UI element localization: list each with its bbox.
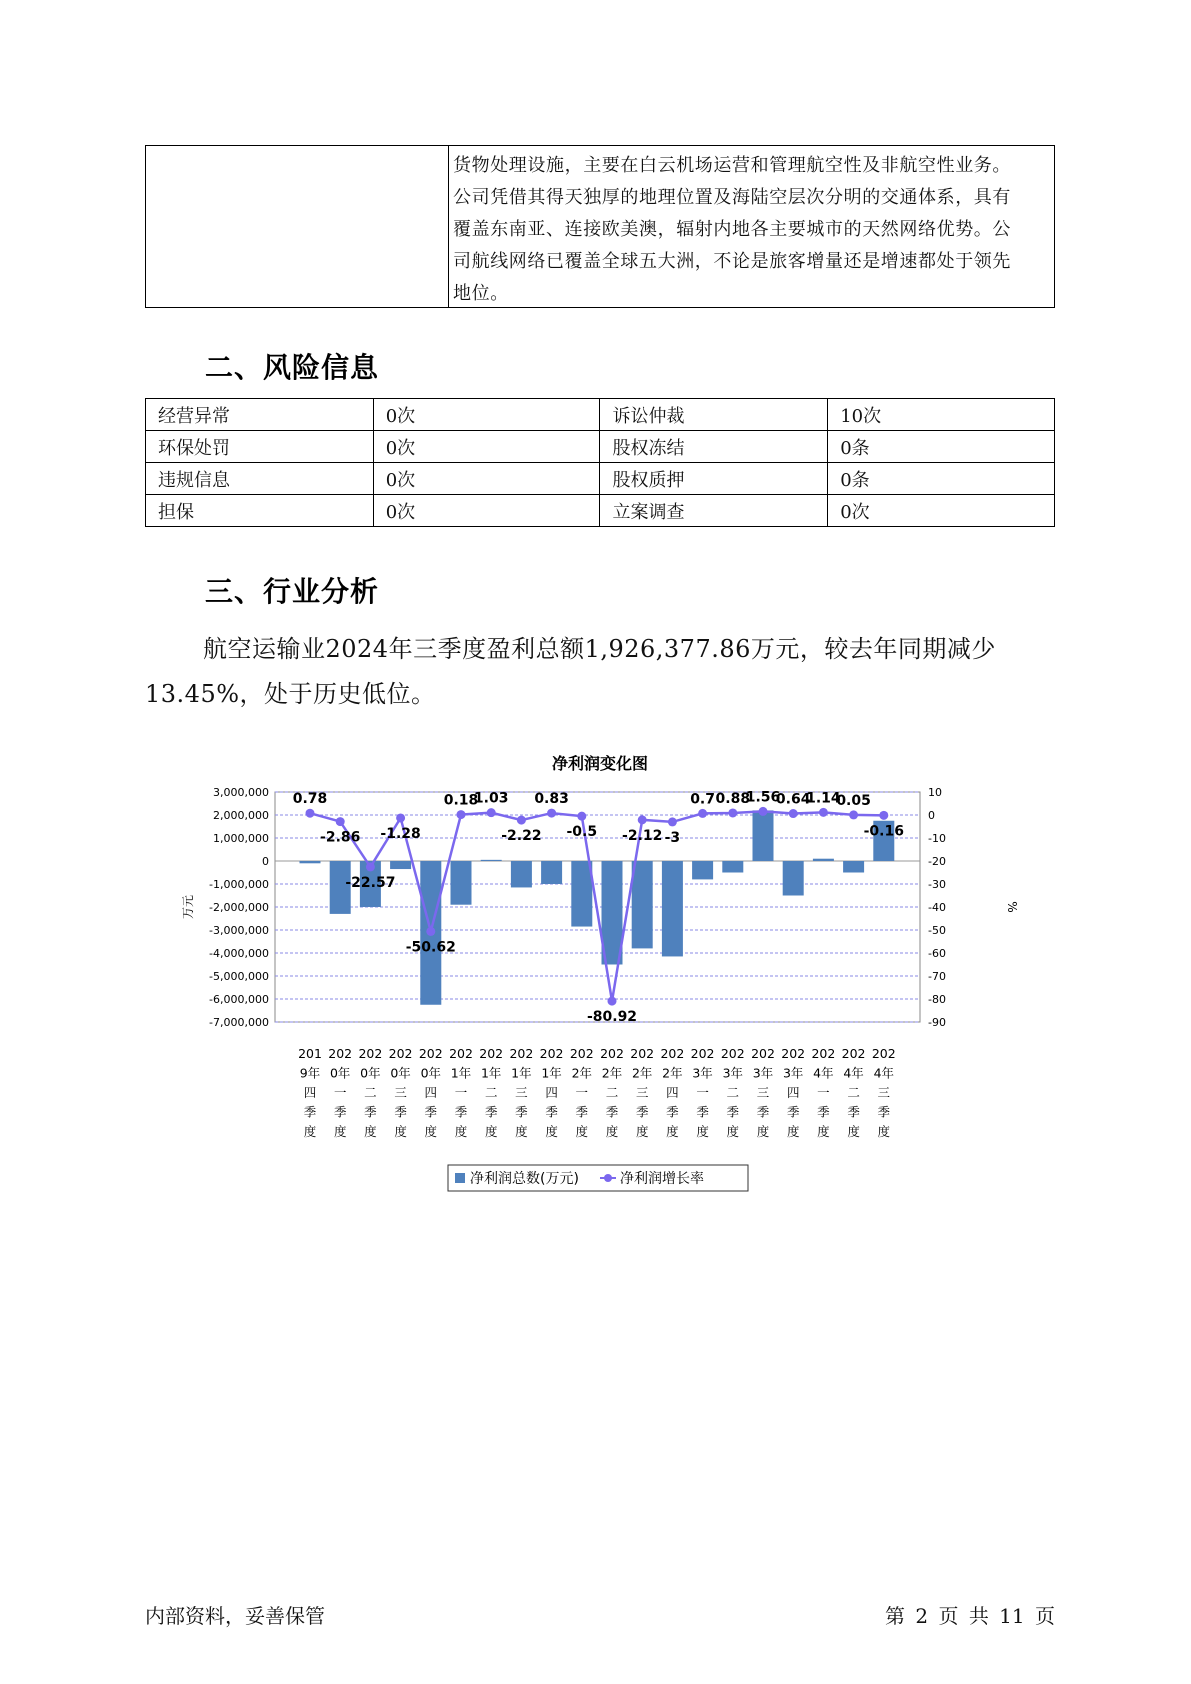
- x-tick-label: 201: [298, 1046, 322, 1061]
- left-tick-label: -1,000,000: [209, 878, 269, 891]
- x-tick-label: 四: [786, 1085, 800, 1100]
- growth-rate-point: [789, 809, 798, 818]
- x-tick-label: 二: [484, 1085, 498, 1100]
- x-tick-label: 202: [449, 1046, 473, 1061]
- x-tick-label: 季: [364, 1104, 377, 1120]
- x-tick-label: 202: [509, 1046, 534, 1061]
- x-tick-label: 度: [635, 1124, 649, 1139]
- bar-legend-label: 净利润总数(万元): [470, 1171, 579, 1187]
- risk-value: 0次: [828, 495, 1055, 527]
- profit-bar: [662, 861, 683, 956]
- left-tick-label: 0: [262, 855, 269, 868]
- x-tick-label: 季: [515, 1104, 528, 1120]
- x-tick-label: 度: [847, 1124, 860, 1139]
- x-tick-label: 度: [605, 1124, 619, 1139]
- growth-rate-label: 0.18: [443, 792, 479, 809]
- profit-bar: [753, 810, 774, 861]
- x-tick-label: 度: [575, 1124, 589, 1139]
- profit-bar: [783, 861, 804, 896]
- description-line: 货物处理设施，主要在白云机场运营和管理航空性及非航空性业务。: [453, 155, 1011, 176]
- right-tick-label: -50: [928, 924, 946, 937]
- risk-table: [145, 398, 1055, 527]
- x-tick-label: 0年: [420, 1065, 442, 1081]
- x-axis-labels: [298, 1046, 896, 1139]
- x-tick-label: 二: [726, 1085, 740, 1100]
- profit-bar: [300, 861, 321, 863]
- growth-rate-label: 1.56: [745, 789, 781, 806]
- x-tick-label: 三: [394, 1085, 407, 1100]
- growth-rate-label: -0.5: [566, 824, 598, 841]
- x-tick-label: 季: [635, 1104, 649, 1120]
- growth-rate-point: [457, 810, 466, 819]
- right-tick-label: -80: [928, 993, 946, 1006]
- footer-page-number: 第 2 页 共 11 页: [885, 1604, 1055, 1628]
- x-tick-label: 度: [817, 1124, 830, 1139]
- x-tick-label: 季: [877, 1104, 891, 1120]
- x-tick-label: 202: [720, 1046, 745, 1061]
- risk-heading: 二、风险信息: [205, 351, 380, 384]
- x-tick-label: 度: [424, 1124, 438, 1139]
- right-tick-label: -30: [928, 878, 946, 891]
- x-tick-label: 1年: [511, 1065, 532, 1081]
- growth-rate-label: 0.88: [715, 790, 751, 807]
- x-tick-label: 四: [545, 1085, 558, 1100]
- growth-rate-label: -2.22: [501, 828, 542, 845]
- x-tick-label: 度: [545, 1124, 558, 1139]
- x-tick-label: 1年: [480, 1065, 502, 1081]
- table-row: [146, 495, 1055, 527]
- growth-rate-label: 0.05: [836, 792, 871, 809]
- risk-label: 股权冻结: [600, 431, 828, 463]
- profit-bar: [722, 861, 743, 873]
- x-tick-label: 度: [394, 1124, 407, 1139]
- x-tick-label: 度: [877, 1124, 891, 1139]
- right-axis-label: %: [1005, 901, 1019, 913]
- right-tick-label: -20: [928, 855, 946, 868]
- risk-value: 0条: [828, 431, 1055, 463]
- x-tick-label: 度: [786, 1124, 800, 1139]
- growth-rate-label: -2.12: [622, 827, 663, 844]
- x-tick-label: 四: [424, 1085, 438, 1100]
- industry-heading: 三、行业分析: [205, 575, 380, 608]
- x-tick-label: 季: [545, 1104, 558, 1120]
- growth-rate-point: [306, 809, 315, 818]
- risk-label: 经营异常: [146, 399, 374, 431]
- growth-rate-point: [819, 808, 828, 817]
- left-tick-label: -2,000,000: [209, 901, 269, 914]
- growth-rate-label: 0.7: [690, 791, 716, 808]
- risk-value: 0条: [828, 463, 1055, 495]
- x-tick-label: 度: [696, 1124, 709, 1139]
- description-line: 公司凭借其得天独厚的地理位置及海陆空层次分明的交通体系，具有: [453, 187, 1011, 208]
- growth-rate-point: [426, 927, 435, 936]
- profit-bar: [451, 861, 472, 905]
- x-tick-label: 一: [696, 1085, 709, 1100]
- growth-rate-point: [366, 862, 375, 871]
- x-tick-label: 季: [666, 1104, 679, 1120]
- right-tick-label: 10: [928, 786, 942, 799]
- right-tick-label: -10: [928, 832, 946, 845]
- growth-rate-point: [396, 813, 405, 822]
- x-tick-label: 度: [454, 1124, 468, 1139]
- risk-label: 环保处罚: [146, 431, 374, 463]
- x-tick-label: 202: [418, 1046, 443, 1061]
- left-tick-label: 2,000,000: [213, 809, 269, 822]
- x-tick-label: 季: [394, 1104, 407, 1120]
- x-tick-label: 202: [358, 1046, 383, 1061]
- x-tick-label: 季: [696, 1104, 709, 1120]
- risk-label: 诉讼仲裁: [600, 399, 828, 431]
- x-tick-label: 季: [726, 1104, 740, 1120]
- x-tick-label: 度: [726, 1124, 740, 1139]
- x-tick-label: 3年: [722, 1065, 744, 1081]
- left-tick-label: -4,000,000: [209, 947, 269, 960]
- x-tick-label: 202: [630, 1046, 655, 1061]
- footer-confidential: 内部资料，妥善保管: [145, 1604, 325, 1628]
- x-tick-label: 202: [751, 1046, 775, 1061]
- x-tick-label: 202: [600, 1046, 624, 1061]
- chart-title: 净利润变化图: [551, 754, 649, 773]
- risk-label: 担保: [146, 495, 374, 527]
- x-tick-label: 202: [539, 1046, 564, 1061]
- x-tick-label: 四: [303, 1085, 317, 1100]
- left-tick-label: -6,000,000: [209, 993, 269, 1006]
- x-tick-label: 202: [841, 1046, 866, 1061]
- x-tick-label: 一: [333, 1085, 347, 1100]
- x-tick-label: 季: [756, 1104, 770, 1120]
- right-tick-label: -90: [928, 1016, 946, 1029]
- x-tick-label: 202: [569, 1046, 594, 1061]
- x-tick-label: 季: [575, 1104, 589, 1120]
- risk-label: 股权质押: [600, 463, 828, 495]
- profit-bar: [843, 861, 864, 873]
- company-description-text: [449, 146, 1054, 307]
- left-axis-label: 万元: [181, 894, 195, 920]
- risk-label: 立案调查: [600, 495, 828, 527]
- x-tick-label: 0年: [390, 1065, 411, 1081]
- x-tick-label: 三: [756, 1085, 770, 1100]
- x-tick-label: 季: [605, 1104, 619, 1120]
- x-tick-label: 度: [303, 1124, 317, 1139]
- x-tick-label: 三: [515, 1085, 528, 1100]
- growth-rate-label: -1.28: [380, 825, 421, 842]
- profit-bar: [511, 861, 532, 887]
- x-tick-label: 3年: [692, 1065, 713, 1081]
- net-profit-chart: [170, 745, 1019, 1205]
- chart-svg: [170, 745, 1019, 1205]
- growth-rate-label: 0.83: [534, 791, 569, 808]
- profit-bar: [541, 861, 562, 884]
- profit-bar: [481, 860, 502, 861]
- x-tick-label: 202: [479, 1046, 504, 1061]
- x-tick-label: 9年: [299, 1065, 321, 1081]
- left-axis-ticks: [209, 786, 269, 1029]
- profit-bar: [571, 861, 592, 927]
- profit-bar: [813, 859, 834, 861]
- x-tick-label: 二: [847, 1085, 860, 1100]
- growth-rate-label: 0.78: [292, 791, 328, 808]
- growth-rate-point: [336, 817, 345, 826]
- x-tick-label: 0年: [329, 1065, 351, 1081]
- description-line: 司航线网络已覆盖全球五大洲，不论是旅客增量还是增速都处于领先: [453, 251, 1011, 272]
- x-tick-label: 四: [666, 1085, 679, 1100]
- x-tick-label: 202: [328, 1046, 353, 1061]
- x-tick-label: 4年: [813, 1065, 834, 1081]
- x-tick-label: 1年: [450, 1065, 472, 1081]
- x-tick-label: 二: [605, 1085, 619, 1100]
- x-tick-label: 度: [364, 1124, 377, 1139]
- growth-rate-point: [698, 809, 707, 818]
- right-tick-label: 0: [928, 809, 935, 822]
- growth-rate-label: -3: [664, 829, 681, 846]
- company-description-table: [145, 145, 1055, 308]
- x-tick-label: 度: [333, 1124, 347, 1139]
- growth-rate-point: [577, 812, 586, 821]
- x-tick-label: 度: [666, 1124, 679, 1139]
- growth-rate-label: 1.03: [473, 790, 509, 807]
- x-tick-label: 202: [660, 1046, 685, 1061]
- bar-legend-swatch: [455, 1173, 465, 1183]
- risk-value: 10次: [828, 399, 1055, 431]
- x-tick-label: 202: [811, 1046, 836, 1061]
- left-tick-label: -7,000,000: [209, 1016, 269, 1029]
- growth-rate-label: 1.14: [806, 790, 841, 807]
- table-left-cell: [146, 146, 449, 307]
- growth-rate-point: [668, 817, 677, 826]
- x-tick-label: 202: [871, 1046, 896, 1061]
- table-row: [146, 463, 1055, 495]
- x-tick-label: 季: [484, 1104, 498, 1120]
- x-tick-label: 2年: [601, 1065, 623, 1081]
- description-line: 覆盖东南亚、连接欧美澳，辐射内地各主要城市的天然网络优势。公: [453, 219, 1011, 240]
- x-tick-label: 度: [515, 1124, 528, 1139]
- risk-value: 0次: [373, 495, 600, 527]
- x-tick-label: 202: [388, 1046, 413, 1061]
- x-tick-label: 4年: [843, 1065, 864, 1081]
- growth-rate-label: 0.64: [775, 791, 811, 808]
- growth-rate-point: [638, 815, 647, 824]
- x-tick-label: 202: [781, 1046, 806, 1061]
- x-tick-label: 季: [424, 1104, 438, 1120]
- risk-value: 0次: [373, 399, 600, 431]
- x-tick-label: 4年: [873, 1065, 895, 1081]
- x-tick-label: 度: [756, 1124, 770, 1139]
- left-tick-label: -3,000,000: [209, 924, 269, 937]
- growth-rate-label: -50.62: [405, 939, 456, 956]
- left-tick-label: 1,000,000: [213, 832, 269, 845]
- x-tick-label: 2年: [631, 1065, 653, 1081]
- risk-value: 0次: [373, 431, 600, 463]
- growth-rate-point: [517, 816, 526, 825]
- x-tick-label: 季: [847, 1104, 860, 1120]
- risk-value: 0次: [373, 463, 600, 495]
- x-tick-label: 二: [364, 1085, 377, 1100]
- x-tick-label: 季: [333, 1104, 347, 1120]
- x-tick-label: 2年: [662, 1065, 683, 1081]
- risk-label: 违规信息: [146, 463, 374, 495]
- right-tick-label: -40: [928, 901, 946, 914]
- x-tick-label: 三: [635, 1085, 649, 1100]
- x-tick-label: 三: [877, 1085, 891, 1100]
- growth-rate-label: -0.16: [863, 823, 904, 840]
- x-tick-label: 202: [690, 1046, 715, 1061]
- profit-bar: [390, 861, 411, 869]
- line-legend-marker: [604, 1174, 612, 1182]
- growth-rate-label: -2.86: [320, 829, 361, 846]
- chart-legend: [448, 1165, 748, 1191]
- growth-rate-point: [487, 808, 496, 817]
- x-tick-label: 季: [303, 1104, 317, 1120]
- line-legend-label: 净利润增长率: [620, 1171, 704, 1187]
- left-tick-label: -5,000,000: [209, 970, 269, 983]
- right-tick-label: -70: [928, 970, 946, 983]
- x-tick-label: 一: [575, 1085, 589, 1100]
- growth-rate-label: -80.92: [586, 1009, 638, 1026]
- x-tick-label: 季: [454, 1104, 468, 1120]
- table-row: [146, 399, 1055, 431]
- x-tick-label: 3年: [782, 1065, 804, 1081]
- right-tick-label: -60: [928, 947, 946, 960]
- x-tick-label: 一: [454, 1085, 468, 1100]
- growth-rate-point: [759, 807, 768, 816]
- description-line: 地位。: [453, 283, 509, 304]
- profit-bar: [692, 861, 713, 879]
- x-tick-label: 2年: [571, 1065, 593, 1081]
- x-tick-label: 3年: [752, 1065, 774, 1081]
- industry-paragraph: 航空运输业2024年三季度盈利总额1,926,377.86万元，较去年同期减少13.45%，处于历史低位。: [145, 635, 996, 708]
- x-tick-label: 度: [484, 1124, 498, 1139]
- growth-rate-point: [608, 997, 617, 1006]
- growth-rate-point: [547, 809, 556, 818]
- right-axis-ticks: [928, 786, 946, 1029]
- table-row: [146, 431, 1055, 463]
- x-tick-label: 一: [817, 1085, 830, 1100]
- profit-bar: [632, 861, 653, 948]
- x-tick-label: 季: [817, 1104, 830, 1120]
- left-tick-label: 3,000,000: [213, 786, 269, 799]
- x-tick-label: 季: [786, 1104, 800, 1120]
- growth-rate-point: [849, 810, 858, 819]
- growth-rate-point: [728, 808, 737, 817]
- x-tick-label: 0年: [360, 1065, 381, 1081]
- x-tick-label: 1年: [541, 1065, 562, 1081]
- growth-rate-label: -22.57: [345, 874, 396, 891]
- growth-rate-point: [879, 811, 888, 820]
